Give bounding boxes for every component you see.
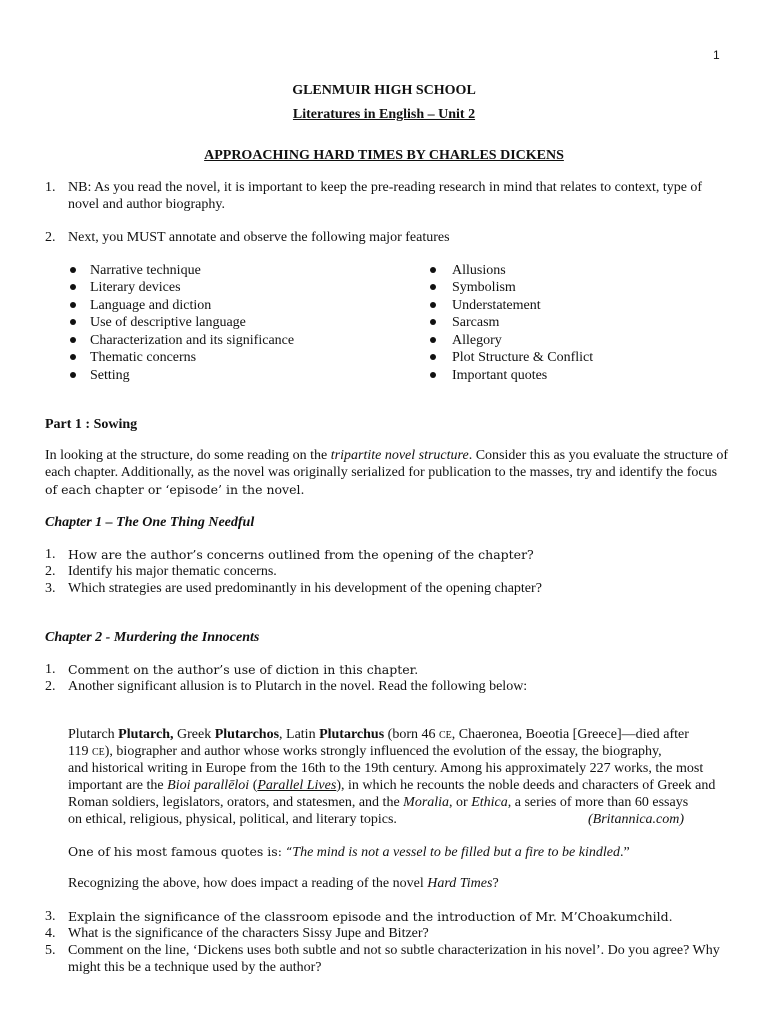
question-4: What is the significance of the characters Sissy Jupe and Bitzer? bbox=[68, 926, 429, 941]
bullet-icon bbox=[70, 284, 76, 290]
question-5: Comment on the line, ‘Dickens uses both subtle and not so subtle characterization in his novel’. Do you agree? Why bbox=[68, 943, 720, 958]
chapter2-q1: Comment on the author’s use of diction in this chapter. bbox=[68, 662, 419, 677]
bullet-icon bbox=[430, 284, 436, 290]
quote-line-1 bbox=[68, 726, 724, 743]
quote-line-5 bbox=[68, 794, 688, 811]
intro-item-1-text: NB: As you read the novel, it is important to keep the pre-reading research in mind that relates to context, type of bbox=[68, 180, 703, 195]
quote-era: ce bbox=[91, 744, 105, 759]
quote-line-4 bbox=[68, 777, 715, 794]
recognizing-text: Recognizing the above, how does impact a reading of the novel bbox=[68, 876, 428, 891]
chapter1-q3-number: 3. bbox=[45, 581, 56, 596]
famous-quote-text: The mind is not a vessel to be filled but a fire to be kindled bbox=[292, 845, 620, 860]
quote-text: , Chaeronea, Boeotia [Greece]—died after bbox=[451, 727, 689, 742]
question-4-number: 4. bbox=[45, 926, 56, 941]
part1-paragraph-line-1 bbox=[45, 447, 729, 464]
quote-text: 119 bbox=[68, 744, 92, 759]
chapter1-q3: Which strategies are used predominantly in his development of the opening chapter? bbox=[68, 581, 542, 596]
list-item: Narrative technique bbox=[90, 263, 201, 278]
chapter1-q2-number: 2. bbox=[45, 564, 56, 579]
part1-emphasis: tripartite novel structure bbox=[330, 448, 469, 463]
part1-text: In looking at the structure, do some reading on the bbox=[45, 448, 331, 463]
list-item: Allusions bbox=[452, 263, 506, 278]
chapter2-q2: Another significant allusion is to Plutarch in the novel. Read the following below: bbox=[68, 679, 528, 694]
recognizing-text: ? bbox=[492, 876, 499, 891]
quote-text: (born 46 bbox=[384, 727, 439, 742]
course-title-text: Literatures in English – Unit 2 bbox=[292, 107, 476, 122]
quote-text: Plutarch bbox=[68, 727, 119, 742]
list-item: Symbolism bbox=[452, 280, 516, 295]
quote-bold: Plutarch, bbox=[118, 727, 174, 742]
list-item: Plot Structure & Conflict bbox=[452, 350, 594, 365]
intro-item-1-text-cont: novel and author biography. bbox=[68, 197, 225, 212]
list-item: Characterization and its significance bbox=[90, 333, 295, 348]
question-3-number: 3. bbox=[45, 909, 56, 924]
quote-line-6: on ethical, religious, physical, political, and literary topics. bbox=[68, 812, 397, 827]
part1-text: . Consider this as you evaluate the structure of bbox=[468, 448, 729, 463]
intro-item-2-number: 2. bbox=[45, 230, 56, 245]
bullet-icon bbox=[70, 337, 76, 343]
part1-paragraph-line-2: each chapter. Additionally, as the novel was originally serialized for publication to the masses, try and identify the focus bbox=[45, 465, 718, 480]
part1-heading: Part 1 : Sowing bbox=[45, 417, 138, 432]
quote-text: ), in which he recounts the noble deeds and characters of Greek and bbox=[336, 778, 716, 793]
chapter2-q1-number: 1. bbox=[45, 662, 56, 677]
quote-bold: Plutarchus bbox=[319, 727, 385, 742]
famous-quote-tail: .” bbox=[619, 845, 630, 860]
quote-text: Roman soldiers, legislators, orators, and statesmen, and the bbox=[68, 795, 404, 810]
question-5-number: 5. bbox=[45, 943, 56, 958]
list-item: Setting bbox=[90, 368, 130, 383]
list-item: Literary devices bbox=[90, 280, 181, 295]
parallel-lives-link[interactable]: Parallel Lives bbox=[257, 778, 337, 793]
list-item: Language and diction bbox=[90, 298, 212, 313]
bullet-icon bbox=[70, 372, 76, 378]
quote-era: ce bbox=[439, 727, 452, 742]
quote-text: ), biographer and author whose works strongly influenced the evolution of the essay, the biography, bbox=[104, 744, 662, 759]
quote-emphasis: Moralia bbox=[403, 795, 450, 810]
chapter1-q1-number: 1. bbox=[45, 547, 56, 562]
quote-line-3: and historical writing in Europe from the 16th to the 19th century. Among his approximately 227 works, the most bbox=[68, 761, 704, 776]
chapter2-q2-number: 2. bbox=[45, 679, 56, 694]
bullet-icon bbox=[70, 354, 76, 360]
part1-paragraph-line-3: of each chapter or ‘episode’ in the novel. bbox=[45, 482, 305, 497]
quote-text: ( bbox=[249, 778, 258, 793]
list-item: Sarcasm bbox=[452, 315, 500, 330]
quote-bold: Plutarchos bbox=[214, 727, 280, 742]
school-name: GLENMUIR HIGH SCHOOL bbox=[292, 83, 476, 98]
question-3: Explain the significance of the classroom episode and the introduction of Mr. M’Choakumchild. bbox=[68, 909, 673, 924]
bullet-icon bbox=[430, 372, 436, 378]
document-title-text: APPROACHING HARD TIMES BY CHARLES DICKENS bbox=[204, 148, 564, 163]
list-item: Thematic concerns bbox=[90, 350, 197, 365]
chapter1-q1: How are the author’s concerns outlined from the opening of the chapter? bbox=[68, 547, 534, 562]
bullet-icon bbox=[430, 337, 436, 343]
course-title bbox=[0, 106, 768, 123]
intro-item-1-number: 1. bbox=[45, 180, 56, 195]
quote-emphasis: Bioi parallēloi bbox=[167, 778, 250, 793]
list-item: Use of descriptive language bbox=[90, 315, 246, 330]
bullet-icon bbox=[70, 302, 76, 308]
quote-emphasis: Ethica bbox=[471, 795, 508, 810]
quote-text: , Latin bbox=[279, 727, 320, 742]
bullet-icon bbox=[430, 354, 436, 360]
recognizing-line bbox=[68, 875, 499, 892]
quote-source: (Britannica.com) bbox=[588, 812, 685, 827]
quote-text: Greek bbox=[173, 727, 215, 742]
bullet-icon bbox=[70, 267, 76, 273]
quote-text: , a series of more than 60 essays bbox=[507, 795, 689, 810]
bullet-icon bbox=[430, 267, 436, 273]
question-5-cont: might this be a technique used by the author? bbox=[68, 960, 322, 975]
famous-quote-lead: One of his most famous quotes is: “ bbox=[68, 844, 293, 859]
bullet-icon bbox=[430, 319, 436, 325]
chapter2-heading: Chapter 2 - Murdering the Innocents bbox=[45, 630, 260, 645]
recognizing-emphasis: Hard Times bbox=[427, 876, 493, 891]
intro-item-2-text: Next, you MUST annotate and observe the following major features bbox=[68, 230, 450, 245]
list-item: Understatement bbox=[452, 298, 541, 313]
bullet-icon bbox=[430, 302, 436, 308]
bullet-icon bbox=[70, 319, 76, 325]
document-title bbox=[0, 147, 768, 164]
list-item: Allegory bbox=[452, 333, 502, 348]
quote-text: , or bbox=[449, 795, 472, 810]
list-item: Important quotes bbox=[452, 368, 548, 383]
chapter1-q2: Identify his major thematic concerns. bbox=[68, 564, 277, 579]
famous-quote-line bbox=[68, 843, 630, 861]
chapter1-heading: Chapter 1 – The One Thing Needful bbox=[45, 515, 255, 530]
quote-text: important are the bbox=[68, 778, 168, 793]
quote-line-2 bbox=[68, 743, 724, 760]
page-number: 1 bbox=[713, 48, 720, 62]
